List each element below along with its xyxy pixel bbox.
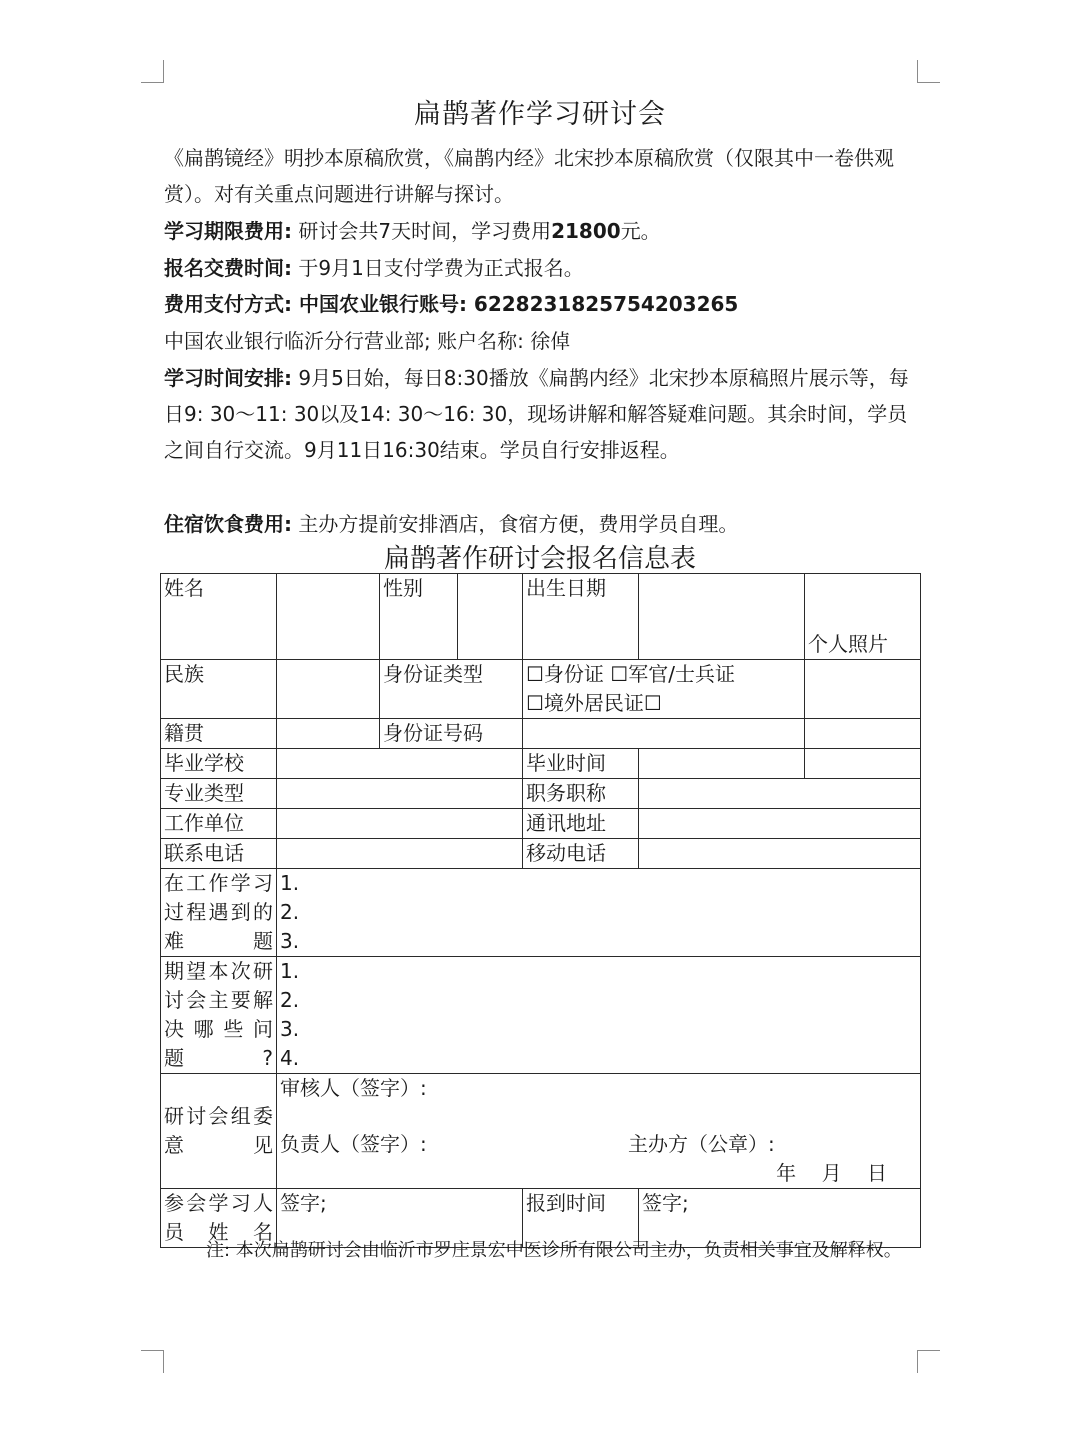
lodging-label: 住宿饮食费用:	[164, 512, 292, 536]
payment-label: 费用支付方式:	[164, 292, 292, 316]
report-time-label: 报到时间	[523, 1189, 639, 1248]
ethnicity-label: 民族	[161, 660, 277, 719]
expectation-item: 1.	[280, 959, 300, 983]
mobile-field[interactable]	[639, 839, 921, 869]
native-place-label: 籍贯	[161, 719, 277, 749]
native-place-field[interactable]	[277, 719, 380, 749]
participant-label: 参会学习人员姓名	[161, 1189, 277, 1248]
registration-label: 报名交费时间:	[164, 256, 292, 280]
intro-paragraph: 《扁鹊镜经》明抄本原稿欣赏，《扁鹊内经》北宋抄本原稿欣赏（仅限其中一卷供观赏）。对有关重点问题进行讲解与探讨。	[164, 146, 894, 206]
responsible-row	[280, 1130, 917, 1159]
expectation-item: 3.	[280, 1017, 300, 1041]
id-type-options-line-2: ☐境外居民证☐	[526, 691, 662, 715]
gender-label: 性别	[380, 574, 458, 660]
registration-form-table	[160, 573, 921, 1248]
school-field[interactable]	[277, 749, 523, 779]
id-type-options-line-1: ☐身份证 ☐军官/士兵证	[526, 662, 735, 686]
signature-label-2: 签字;	[642, 1191, 689, 1215]
bank-paragraph: 中国农业银行临沂分行营业部; 账户名称: 徐倬	[164, 329, 571, 353]
difficulty-item: 3.	[280, 929, 300, 953]
position-field[interactable]	[639, 779, 921, 809]
schedule-label: 学习时间安排:	[164, 366, 292, 390]
fee-label: 学习期限费用:	[164, 219, 292, 243]
address-field[interactable]	[639, 809, 921, 839]
responsible-signature-label: 负责人（签字）:	[280, 1132, 427, 1156]
ethnicity-field[interactable]	[277, 660, 380, 719]
phone-field[interactable]	[277, 839, 523, 869]
form-title: 扁鹊著作研讨会报名信息表	[383, 544, 696, 574]
major-field[interactable]	[277, 779, 523, 809]
fee-paragraph	[164, 213, 918, 249]
address-label: 通讯地址	[523, 809, 639, 839]
crop-mark-bottom-left	[141, 1350, 164, 1373]
grad-time-field[interactable]	[639, 749, 805, 779]
registration-text: 于9月1日支付学费为正式报名。	[292, 256, 584, 280]
blank-cell	[805, 719, 921, 749]
id-number-label: 身份证号码	[380, 719, 523, 749]
registration-paragraph	[164, 250, 918, 286]
schedule-text: 9月5日始，每日8:30播放《扁鹊内经》北宋抄本原稿照片展示等，每日9: 30～11: 30以及14: 30～16: 30，现场讲解和解答疑难问题。其余时间，学员之间自行交流。9月11日16:30结束。学员自行安排返程。	[164, 366, 909, 462]
name-label: 姓名	[161, 574, 277, 660]
expectations-label: 期望本次研讨会主要解决哪些问题?	[161, 957, 277, 1074]
expectation-item: 4.	[280, 1046, 300, 1070]
id-type-options[interactable]	[523, 660, 805, 719]
schedule-paragraph	[164, 360, 918, 468]
difficulties-label: 在工作学习过程遇到的难题	[161, 869, 277, 957]
name-field[interactable]	[277, 574, 380, 660]
gender-field[interactable]	[458, 574, 523, 660]
footer-note: 注: 本次扁鹊研讨会由临沂市罗庄景宏中医诊所有限公司主办，负责相关事宜及解释权。	[206, 1240, 902, 1261]
photo-box-continued	[805, 660, 921, 719]
employer-label: 工作单位	[161, 809, 277, 839]
document-title: 扁鹊著作学习研讨会	[414, 99, 666, 130]
employer-field[interactable]	[277, 809, 523, 839]
signature-label-1: 签字;	[280, 1191, 327, 1215]
crop-mark-bottom-right	[917, 1350, 940, 1373]
phone-label: 联系电话	[161, 839, 277, 869]
fee-text-2: 元。	[620, 219, 661, 243]
crop-mark-top-left	[141, 60, 164, 83]
photo-box[interactable]	[805, 574, 921, 660]
photo-label: 个人照片	[808, 632, 888, 656]
date-line: 年 月 日	[776, 1161, 887, 1185]
lodging-paragraph	[164, 506, 918, 542]
payment-text: 中国农业银行账号: 6228231825754203265	[292, 292, 739, 316]
difficulty-item: 2.	[280, 900, 300, 924]
major-label: 专业类型	[161, 779, 277, 809]
fee-amount: 21800	[551, 219, 621, 243]
committee-opinion-field[interactable]	[277, 1074, 921, 1189]
difficulty-item: 1.	[280, 871, 300, 895]
payment-paragraph	[164, 286, 918, 322]
mobile-label: 移动电话	[523, 839, 639, 869]
birth-date-label: 出生日期	[523, 574, 639, 660]
reviewer-signature-label: 审核人（签字）:	[280, 1076, 427, 1100]
position-label: 职务职称	[523, 779, 639, 809]
expectation-item: 2.	[280, 988, 300, 1012]
expectations-field[interactable]	[277, 957, 921, 1074]
crop-mark-top-right	[917, 60, 940, 83]
grad-time-label: 毕业时间	[523, 749, 639, 779]
lodging-text: 主办方提前安排酒店，食宿方便，费用学员自理。	[292, 512, 739, 536]
organizer-seal-label: 主办方（公章）:	[628, 1132, 775, 1156]
difficulties-field[interactable]	[277, 869, 921, 957]
id-number-field[interactable]	[523, 719, 805, 749]
school-label: 毕业学校	[161, 749, 277, 779]
committee-label: 研讨会组委意见	[161, 1074, 277, 1189]
blank-cell	[805, 749, 921, 779]
fee-text-1: 研讨会共7天时间，学习费用	[292, 219, 552, 243]
birth-date-field[interactable]	[639, 574, 805, 660]
id-type-label: 身份证类型	[380, 660, 523, 719]
